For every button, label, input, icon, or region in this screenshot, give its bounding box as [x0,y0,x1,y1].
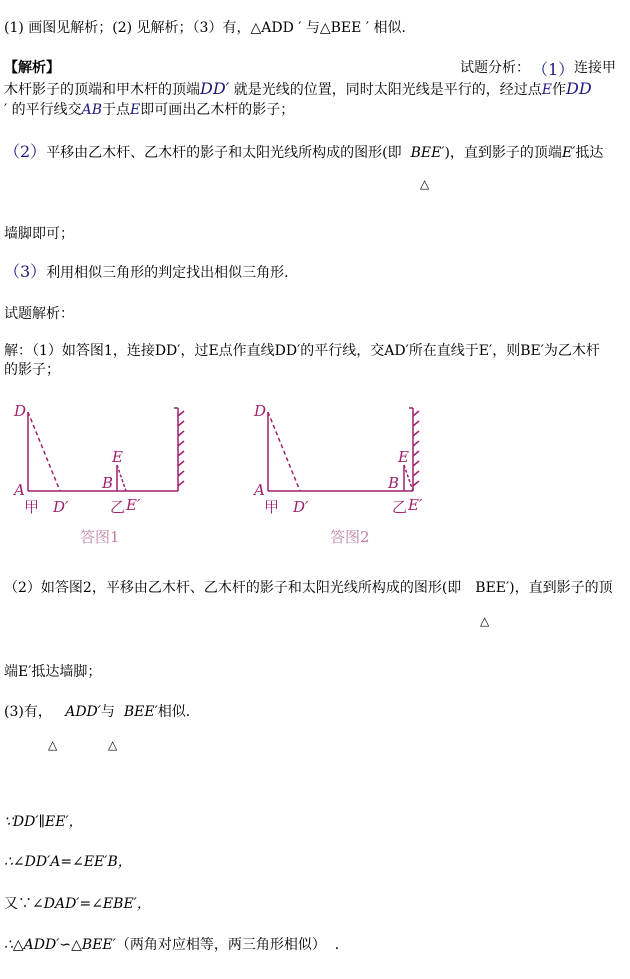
proof-line-2: ∴∠DD′A=∠EE′B， [4,854,132,870]
triangle-mark-3: △ [48,738,58,752]
wall-hatch [413,411,419,486]
a2-e: E′ [561,145,576,161]
fig1-label-yi: 乙 [110,498,126,516]
sol3-post: 相似． [157,704,200,720]
a1-line3-post: 即可画出乙木杆的影子； [140,102,295,118]
figure-1 [8,398,198,550]
analysis-1-line3 [4,100,294,120]
proof4-end: ． [334,937,349,953]
fig1-label-a: A [14,481,25,499]
ray-dd [268,412,300,491]
proof3-body: ∠DAD′=∠EBE′， [32,896,151,912]
solution-1-line2: 的影子； [4,362,60,378]
analysis-label: 试题分析： [460,60,530,76]
fig2-label-ep: E′ [408,496,423,514]
a1-dd: DD′ [200,79,230,98]
triangle-mark-2: △ [480,614,490,628]
a2-end: 抵达 [575,145,604,161]
proof3-pre: 又∵ [4,896,32,912]
proof-line-3 [4,894,151,914]
a1-zuo: 作 [551,82,566,98]
fig2-label-e: E [398,448,409,466]
a2-num: （2） [4,142,47,161]
a1-dd2: DD [565,79,592,98]
proof-line-1: ∵DD′∥EE′， [4,814,83,830]
ray-ee [404,465,413,491]
analysis-1-tail: 连接甲 [574,60,616,76]
fig2-caption: 答图2 [330,528,370,546]
solution-2-line1: （2）如答图2，平移由乙木杆、乙木杆的影子和太阳光线所构成的图形(即 BEE′)，直到影子的顶 [4,580,613,596]
answer-line: (1) 画图见解析；(2) 见解析；（3）有，△ADD ′ 与△BEE ′ 相似． [4,20,416,36]
fig2-label-yi: 乙 [392,498,408,516]
proof-line-4 [4,935,349,955]
analysis-2-line [4,142,603,163]
a1-e2: E [130,102,141,118]
solution-2-line2: 端E′抵达墙脚； [4,664,102,680]
analysis-1-num: （1） [532,60,575,79]
analysis-3-line [4,262,298,283]
a3-num: （3） [4,262,47,281]
fig1-label-ep: E′ [126,496,141,514]
a3-text: 利用相似三角形的判定找出相似三角形． [46,265,299,281]
proof4-pre: ∴△ADD′∽△ [4,937,82,953]
sol3-yu: 与 [100,704,115,720]
analysis-2-line2: 墙脚即可； [4,226,74,242]
fig1-caption: 答图1 [80,528,120,546]
a2-bee: BEE′ [410,145,445,161]
solution-1-line1: 解：（1）如答图1，连接DD′，过E点作直线DD′的平行线，交AD′所在直线于E′，则BE′为乙木杆 [4,343,600,359]
fig2-label-b: B [388,474,400,492]
fig2-label-jia: 甲 [264,498,280,516]
wall-hatch [178,411,184,486]
ray-ee [117,465,126,491]
a1-e: E [541,82,552,98]
a1-ab: AB [81,102,103,118]
fig1-label-e: E [112,448,123,466]
fig2-label-a: A [254,481,265,499]
a1-line3-prime: ′ [4,102,8,118]
fig1-label-jia: 甲 [24,498,40,516]
sol3-bee: BEE′ [123,704,158,720]
proof4-post: （两角对应相等，两三角形相似） [115,937,326,953]
fig2-label-dp: D′ [293,498,309,516]
a2-tail: )，直到影子的顶端 [444,145,562,161]
proof4-bee: BEE′ [81,937,116,953]
fig1-label-d: D [14,402,27,420]
solution-label: 试题解析： [4,306,74,322]
a1-line3-pre: 的平行线交 [11,102,82,118]
a1-line2-post: 就是光线的位置，同时太阳光线是平行的，经过点 [233,82,542,98]
sol3-add: ADD′ [65,704,101,720]
fig2-label-d: D [254,402,267,420]
solution-3-line [4,702,200,722]
fig1-label-b: B [102,474,114,492]
triangle-mark-4: △ [108,738,118,752]
ray-dd [28,412,60,491]
triangle-mark-1: △ [420,177,430,191]
a2-text: 平移由乙木杆、乙木杆的影子和太阳光线所构成的图形(即 [46,145,402,161]
a1-line3-mid: 于点 [102,102,131,118]
analysis-1-line2 [4,79,592,100]
a1-line2-pre: 木杆影子的顶端和甲木杆的顶端 [4,82,200,98]
fig1-label-dp: D′ [53,498,69,516]
jiexi-label: 【解析】 [4,60,60,76]
sol3-pre: (3)有， [4,704,52,720]
figure-2 [248,398,438,550]
